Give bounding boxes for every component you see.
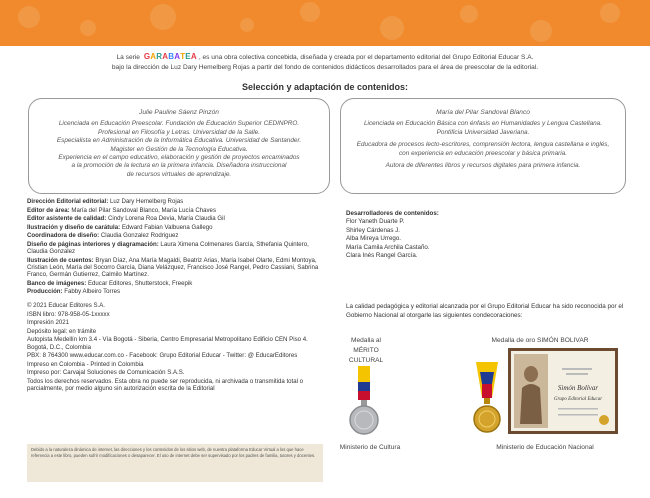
author-bio xyxy=(41,120,317,179)
imprint-line: Autopista Medellín km 3.4 - Vía Bogotá - Siberia, Centro Empresarial Metropolitano Edificio CEN Piso 4. Bogotá, D.C., Colombia xyxy=(27,336,308,351)
credit-row xyxy=(27,232,323,239)
credit-row xyxy=(27,198,323,205)
text-line: Experiencia en el campo educativo, elaboración y gestión de proyectos encaminados xyxy=(58,154,300,162)
series-logo-letter: E xyxy=(185,52,191,61)
series-logo-letter: A xyxy=(174,52,181,61)
medal-caption-education: Ministerio de Educación Nacional xyxy=(496,444,594,451)
author-name: María del Pilar Sandoval Blanco xyxy=(436,109,530,116)
imprint-line: Impreso por: Carvajal Soluciones de Comunicación S.A.S. xyxy=(27,369,185,377)
credit-label: Ilustración y diseño de carátula: xyxy=(27,223,121,231)
credit-label: Coordinadora de diseño: xyxy=(27,232,100,240)
imprint-line: Todos los derechos reservados. Esta obra no puede ser reproducida, ni archivada o transmitida total o parcialmente, por medio alguno sin autorización escrita de la Editorial xyxy=(27,377,304,393)
credits-list xyxy=(27,198,323,296)
developers-block xyxy=(346,210,626,260)
credit-row xyxy=(27,207,323,214)
text-line: Magister en Gestión de la Tecnología Educativa. xyxy=(110,145,248,153)
credit-label: Ilustración de cuentos: xyxy=(27,256,94,264)
author-box-left xyxy=(28,98,330,194)
imprint-line: Impreso en Colombia - Printed in Colombia xyxy=(27,360,144,368)
diploma-sub: Grupo Editorial Educar xyxy=(553,397,603,402)
intro-text xyxy=(40,52,610,73)
credit-label: Dirección Editorial editorial: xyxy=(27,198,109,205)
developer-name: Clara Inés Rangel García. xyxy=(346,252,418,260)
developer-name: María Camila Archila Castaño. xyxy=(346,243,430,251)
credit-row xyxy=(27,257,323,279)
credit-value: Edward Fabian Valbuena Gallego xyxy=(120,223,213,231)
banner-pattern xyxy=(0,0,650,46)
credit-label: Banco de imágenes: xyxy=(27,279,87,287)
series-logo-letter: R xyxy=(156,52,163,61)
quality-text: La calidad pedagógica y editorial alcanzada por el Grupo Editorial Educar ha sido reconocida por el Gobierno Nacional al otorgarle las siguientes condecoraciones: xyxy=(346,303,624,319)
credit-value: Bryan Díaz, Ana María Magaldi, Beatriz Arias, María Isabel Olarte, Edmi Montoya, Cristian León, María del Socorro García, Diana Velázquez, Francisco José Rangel, Pedro Cassiani, Sabrina Franco, Germán Gutierrez, Calmilo Martínez. xyxy=(27,256,319,279)
author-bio xyxy=(353,120,613,170)
series-logo xyxy=(142,52,199,62)
top-banner xyxy=(0,0,650,46)
credit-row xyxy=(27,241,323,255)
developer-name: Flor Yaneth Duarte P. xyxy=(346,218,405,226)
credit-value: Luz Dary Hemelberg Rojas xyxy=(108,198,184,205)
culture-medal-icon xyxy=(346,366,382,440)
imprint-list xyxy=(27,302,323,392)
developer-name: Alba Mireya Urrego. xyxy=(346,235,402,243)
credit-value: Cindy Lorena Roa Devia, María Claudia Gil xyxy=(106,215,225,223)
credit-row xyxy=(27,224,323,231)
credit-value: Claudia Gonzalez Rodriguez xyxy=(99,232,179,240)
credit-row xyxy=(27,280,323,287)
section-title: Selección y adaptación de contenidos: xyxy=(241,82,409,92)
credits-block xyxy=(27,198,323,394)
text-line: Licenciada en Educación Preescolar. Fundación de Educación Superior CEDINPRO. xyxy=(58,120,300,128)
diploma-name: Simón Bolívar xyxy=(557,384,599,392)
credit-label: Diseño de páginas interiores y diagramación: xyxy=(27,240,159,248)
imprint-line: © 2021 Educar Editores S.A. xyxy=(27,301,105,309)
credit-value: Educar Editores, Shutterstock, Freepik xyxy=(86,279,193,287)
credit-value: María del Pilar Sandoval Blanco, María Lucía Chaves xyxy=(69,206,216,214)
author-box-right xyxy=(340,98,626,194)
imprint-line: Depósito legal: en trámite xyxy=(27,327,97,335)
developer-name: Shirley Cárdenas J. xyxy=(346,226,400,234)
education-medal-icon xyxy=(470,362,504,438)
imprint-line: PBX: 8 764300 www.educar.com.co - Facebook: Grupo Editorial Educar - Twitter: @ EducarEditores xyxy=(27,352,298,360)
imprint-line: Impresión 2021 xyxy=(27,319,70,327)
series-logo-letter: A xyxy=(150,52,157,61)
text-line: Educadora de procesos lecto-escritores, comprensión lectora, lengua castellana e inglés, con experiencia en educación preescolar y básica primaria. xyxy=(356,141,610,157)
credit-value: Laura Ximena Colmenares García, Sthefania Quintero, Claudia Gonzalez xyxy=(27,240,309,256)
medal-label-culture: Medalla al MÉRITO CULTURAL xyxy=(348,337,384,364)
series-logo-letter: A xyxy=(162,52,169,61)
internet-disclaimer: Debido a la naturaleza dinámica de internet, las direcciones y los contenidos de los sitios web, de nuestra plataforma Educar Virtual a los que hace referencia a este libro, pueden sufrir modificaciones o desaparecer. El uso de internet debe ser supervisado por los padres de familia, tutores y docentes. xyxy=(27,444,323,482)
developers-title: Desarrolladores de contenidos: xyxy=(346,210,439,217)
text-line: de recursos virtuales de aprendizaje. xyxy=(126,170,232,178)
developers-list xyxy=(346,218,626,260)
series-logo-letter: A xyxy=(190,52,197,61)
imprint-line: ISBN libro: 978-958-05-1xxxxx xyxy=(27,310,110,318)
series-logo-letter: B xyxy=(168,52,175,61)
credit-label: Editor asistente de calidad: xyxy=(27,215,107,223)
text-line: Licenciada en Educación Básica con énfasis en Humanidades y Lengua Castellana. Pontificia Universidad Javeriana. xyxy=(363,120,603,136)
medal-caption-culture: Ministerio de Cultura xyxy=(339,444,401,451)
text-line: Autora de diferentes libros y recursos digitales para primera infancia. xyxy=(385,162,581,170)
medal-label-education: Medalla de oro SIMÓN BOLIVAR xyxy=(491,337,589,344)
intro-line-1: La serie GARABATEA , es una obra colectiva concebida, diseñada y creada por el departamento editorial del Grupo Editorial Educar S.A. xyxy=(116,52,534,61)
credit-row xyxy=(27,288,323,295)
credit-value: Fabby Albeiro Torres xyxy=(62,288,121,296)
text-line: Especialista en Administración de la Informática Educativa. Universidad de Santander. xyxy=(56,137,302,145)
credit-label: Editor de área: xyxy=(27,206,70,214)
credit-label: Producción: xyxy=(27,288,63,296)
text-line: Profesional en Filosofía y Letras. Universidad de la Salle. xyxy=(98,128,260,136)
series-logo-letter: T xyxy=(180,52,186,61)
credit-row xyxy=(27,215,323,222)
intro-line-2: bajo la dirección de Luz Dary Hemelberg Rojas a partir del fondo de contenidos didácticos desarrollados para el área de preescolar de la editorial. xyxy=(111,64,539,71)
author-name: Julie Pauline Sáenz Pinzón xyxy=(139,109,219,116)
series-logo-letter: G xyxy=(143,52,151,61)
text-line: a la promoción de la lectura en la primera infancia. Diseñadora instruccional xyxy=(71,162,287,170)
diploma-image xyxy=(508,348,618,434)
